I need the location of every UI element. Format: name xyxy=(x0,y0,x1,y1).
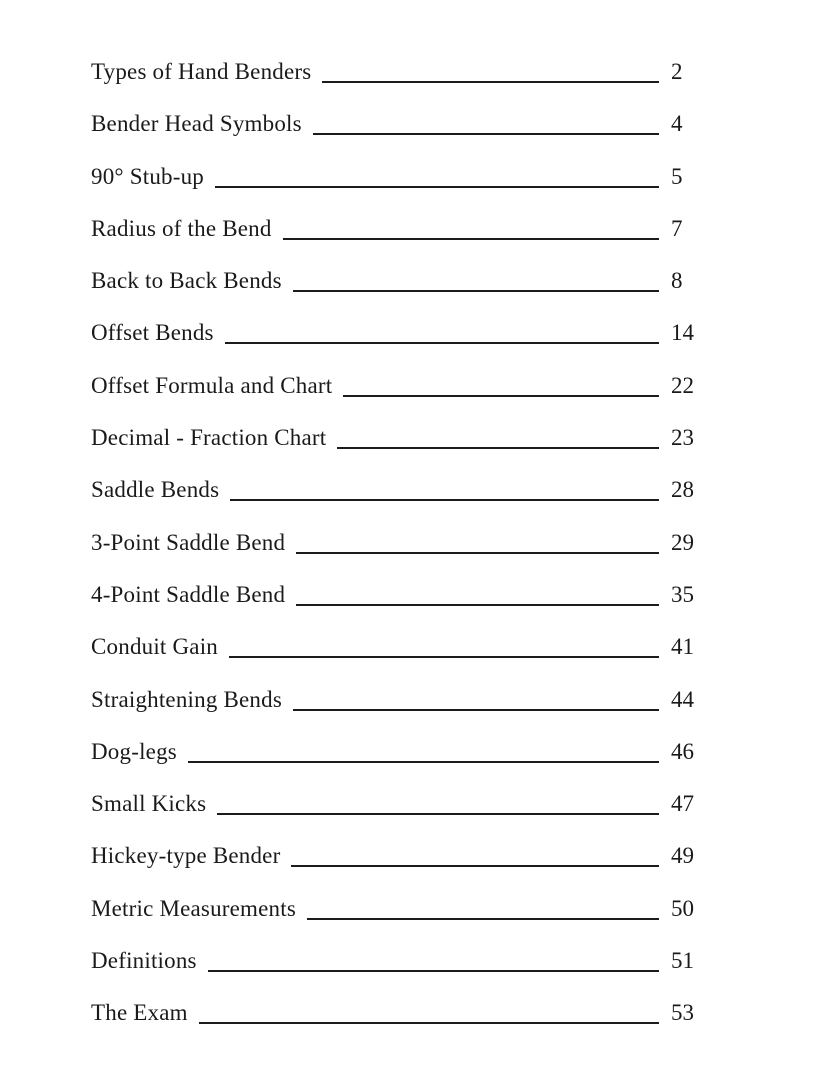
toc-entry-page-number: 22 xyxy=(671,372,694,398)
toc-entry-page-number: 50 xyxy=(671,895,694,921)
leader-line xyxy=(307,918,659,920)
leader-line xyxy=(293,290,659,292)
toc-entry[interactable] xyxy=(91,307,709,359)
toc-entry-page-number: 14 xyxy=(671,320,694,346)
leader-line xyxy=(230,499,659,501)
toc-entry-title[interactable]: Conduit Gain xyxy=(91,634,218,660)
leader-line xyxy=(313,133,659,135)
toc-entry-page-number: 46 xyxy=(671,738,694,764)
toc-entry[interactable] xyxy=(91,621,709,673)
leader-line xyxy=(229,656,659,658)
leader-line xyxy=(343,395,659,397)
toc-entry-title[interactable]: Back to Back Bends xyxy=(91,268,282,294)
leader-line xyxy=(296,604,659,606)
toc-entry-page-number: 53 xyxy=(671,1000,694,1026)
toc-entry-page-number: 47 xyxy=(671,791,694,817)
toc-entry[interactable] xyxy=(91,883,709,935)
toc-entry-page-number: 28 xyxy=(671,477,694,503)
toc-entry-title[interactable]: Types of Hand Benders xyxy=(91,59,312,84)
toc-entry[interactable] xyxy=(91,987,709,1039)
toc-entry-title[interactable]: Saddle Bends xyxy=(91,477,220,503)
leader-line xyxy=(291,865,659,867)
toc-entry-title[interactable]: Hickey-type Bender xyxy=(91,843,281,869)
toc-entry[interactable] xyxy=(91,360,709,412)
toc-entry-title[interactable]: 90° Stub-up xyxy=(91,163,204,189)
toc-entry-title[interactable]: Radius of the Bend xyxy=(91,215,272,241)
leader-line xyxy=(215,186,659,188)
toc-entry-title[interactable]: Dog-legs xyxy=(91,738,177,764)
toc-entry[interactable] xyxy=(91,517,709,569)
leader-line xyxy=(322,81,659,83)
toc-entry-page-number: 44 xyxy=(671,686,694,712)
toc-entry-page-number: 4 xyxy=(671,111,683,137)
leader-line xyxy=(217,813,659,815)
toc-entry-page-number: 8 xyxy=(671,268,683,294)
toc-entry-page-number: 41 xyxy=(671,634,694,660)
toc-entry-title[interactable]: Small Kicks xyxy=(91,791,207,817)
leader-line xyxy=(208,970,659,972)
toc-entry-title[interactable]: Bender Head Symbols xyxy=(91,111,302,137)
toc-entry[interactable] xyxy=(91,98,709,150)
toc-entry-page-number: 29 xyxy=(671,529,694,555)
toc-entry[interactable] xyxy=(91,778,709,830)
toc-entry-title[interactable]: 4-Point Saddle Bend xyxy=(91,581,286,607)
toc-entry[interactable] xyxy=(91,935,709,987)
toc-entry[interactable] xyxy=(91,674,709,726)
toc-entry[interactable] xyxy=(91,203,709,255)
toc-entry-title[interactable]: The Exam xyxy=(91,1000,188,1026)
toc-entry[interactable] xyxy=(91,255,709,307)
leader-line xyxy=(225,342,659,344)
toc-entry-page-number: 51 xyxy=(671,948,694,974)
toc-entry-title[interactable]: Straightening Bends xyxy=(91,686,282,712)
leader-line xyxy=(188,761,659,763)
toc-entry[interactable] xyxy=(91,726,709,778)
leader-line xyxy=(199,1022,659,1024)
toc-entry-page-number: 5 xyxy=(671,163,683,189)
toc-entry[interactable] xyxy=(91,46,709,98)
toc-entry-title[interactable]: Offset Formula and Chart xyxy=(91,372,333,398)
toc-entry-title[interactable]: Metric Measurements xyxy=(91,895,296,921)
toc-entry-page-number: 35 xyxy=(671,581,694,607)
leader-line xyxy=(293,709,659,711)
toc-entry-title[interactable]: 3-Point Saddle Bend xyxy=(91,529,286,555)
toc-entry-title[interactable]: Offset Bends xyxy=(91,320,214,346)
toc-entry-page-number: 49 xyxy=(671,843,694,869)
toc-entry[interactable] xyxy=(91,464,709,516)
toc-entry[interactable] xyxy=(91,151,709,203)
leader-line xyxy=(337,447,659,449)
toc-entry[interactable] xyxy=(91,569,709,621)
leader-line xyxy=(283,238,659,240)
toc-entry-page-number: 23 xyxy=(671,425,694,451)
toc-entry-title[interactable]: Decimal - Fraction Chart xyxy=(91,425,327,451)
toc-entry-title[interactable]: Definitions xyxy=(91,948,197,974)
toc-entry[interactable] xyxy=(91,830,709,882)
toc-entry[interactable] xyxy=(91,412,709,464)
leader-line xyxy=(296,552,659,554)
toc-entry-page-number: 2 xyxy=(671,59,683,84)
toc-entry-page-number: 7 xyxy=(671,215,683,241)
